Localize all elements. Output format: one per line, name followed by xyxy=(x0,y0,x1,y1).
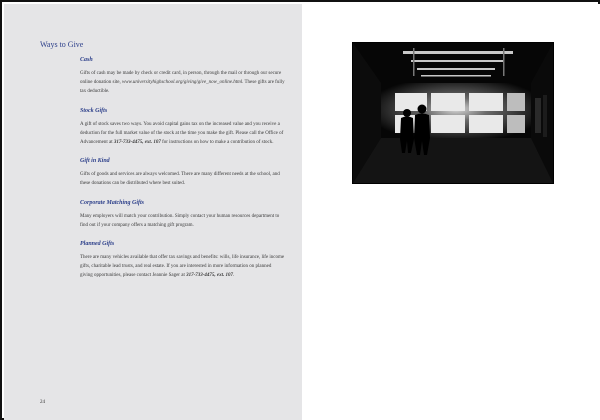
body-text: . xyxy=(233,273,235,279)
body-text: Gifts of cash may be made by check or credit card, in person, through the mail or through our secure online donation site, xyxy=(80,71,282,86)
section-title: Cash xyxy=(80,57,93,63)
body-text: Many employers will match your contribution. Simply contact your human resources department to find out if your company offers a matching gift program. xyxy=(80,213,280,228)
body-text: Gifts of goods and services are always welcomed. There are many different needs at the school, and these donations can be distributed where best suited. xyxy=(80,172,280,187)
section-title: Stock Gifts xyxy=(80,107,108,114)
section-body xyxy=(80,253,285,281)
body-text: . These gifts are fully tax deductible. xyxy=(80,80,285,95)
section-stock-gifts xyxy=(80,107,285,148)
page-number: 24 xyxy=(40,400,45,405)
section-title: Corporate Matching Gifts xyxy=(80,199,145,206)
hallway-silhouette-photo xyxy=(352,42,554,184)
photo-image xyxy=(353,43,553,183)
section-body xyxy=(80,212,285,230)
page-heading: Ways to Give xyxy=(40,40,84,49)
phone-number: 317-733-4475, ext. 107 xyxy=(113,140,161,146)
section-title: Gift in Kind xyxy=(80,158,110,165)
section-corporate-matching xyxy=(80,199,285,230)
donation-url[interactable]: www.universityhighschool.org/giving/give_now_online.html xyxy=(121,80,243,86)
body-text: A gift of stock saves two ways. You avoid capital gains tax on the increased value and you receive a deduction for the full market value of the stock at the time you make the gift. Please call the Office of Advancement at xyxy=(80,121,284,146)
section-title: Planned Gifts xyxy=(80,241,115,248)
ways-to-give-content xyxy=(80,56,285,291)
phone-number: 317-733-4475, ext. 107 xyxy=(186,273,234,279)
section-cash xyxy=(80,56,285,97)
section-body xyxy=(80,120,285,148)
section-body xyxy=(80,69,285,97)
body-text: for instructions on how to make a contribution of stock. xyxy=(160,140,274,146)
section-planned-gifts xyxy=(80,240,285,281)
section-gift-in-kind xyxy=(80,157,285,188)
section-body xyxy=(80,170,285,188)
body-text: There are many vehicles available that offer tax savings and benefits: wills, life insurance, life income gifts, charitable lead trusts, and real estate. If you are interested in more information on planned giving opportunities, please contact Jeannie Sager at xyxy=(80,255,285,279)
